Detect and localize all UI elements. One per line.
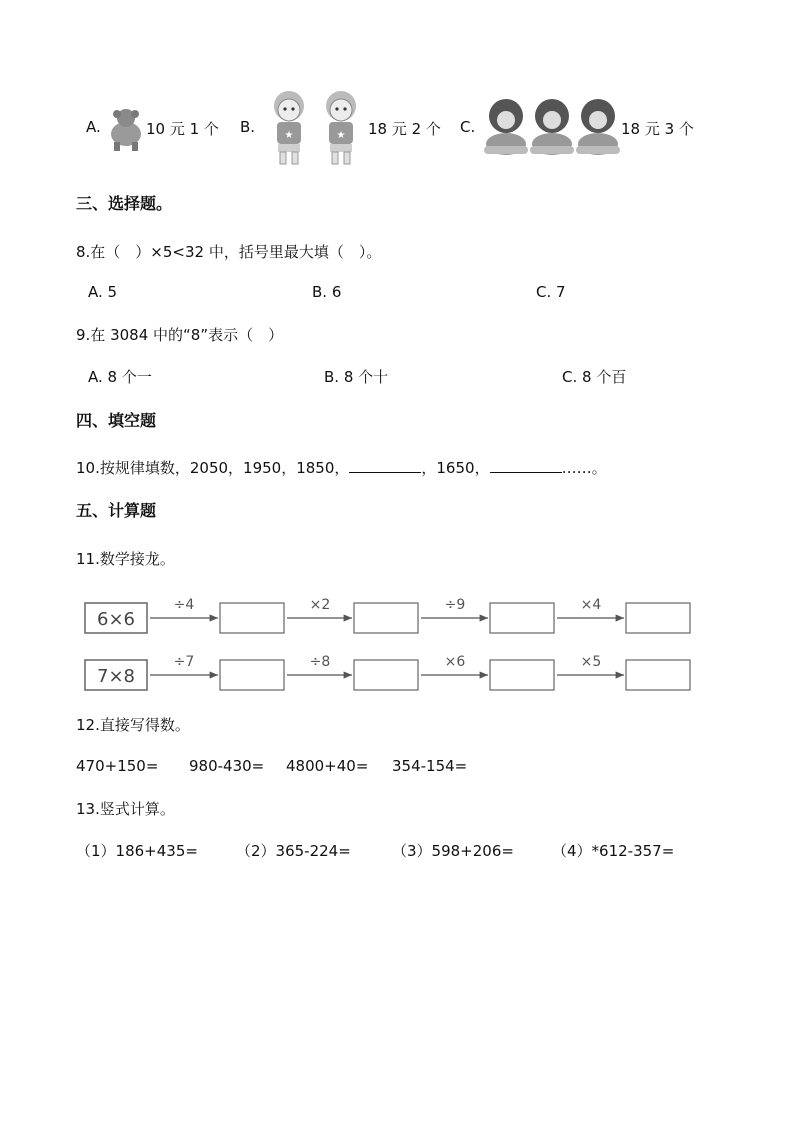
svg-text:★: ★: [284, 130, 294, 141]
chain-row2-op-2: ÷8: [309, 654, 331, 670]
section-title-calc: 五、计算题: [76, 501, 157, 520]
chain-row2-answer-4[interactable]: [626, 660, 690, 690]
question-9-option-c: C. 8 个百: [562, 368, 627, 386]
option-c-text: 18 元 3 个: [621, 120, 694, 138]
chain-row1-answer-2[interactable]: [354, 603, 418, 633]
question-9-option-b: B. 8 个十: [324, 368, 389, 386]
question-10-suffix: ……。: [561, 459, 607, 477]
doll-girls-icon: [262, 88, 368, 168]
q12-item-2: 980-430=: [189, 757, 265, 775]
chain-row1-op-1: ÷4: [173, 597, 195, 613]
question-12-stem: 12.直接写得数。: [76, 716, 190, 734]
chain-row2-start: 7×8: [97, 666, 135, 687]
question-8-option-b: B. 6: [312, 283, 342, 301]
toy-sheep-icon: [106, 104, 144, 152]
option-a-label: A.: [86, 118, 101, 136]
chain-row1-op-4: ×4: [580, 597, 602, 613]
question-8-option-c: C. 7: [536, 283, 566, 301]
q13-item-1: （1）186+435=: [76, 842, 198, 860]
question-13-stem: 13.竖式计算。: [76, 800, 175, 818]
question-8-stem: 8.在（ ）×5<32 中，括号里最大填（ ）。: [76, 243, 382, 261]
chain-row2-op-1: ÷7: [173, 654, 195, 670]
chain-row2-op-3: ×6: [444, 654, 466, 670]
option-b-text: 18 元 2 个: [368, 120, 441, 138]
chain-row1-start: 6×6: [97, 609, 135, 630]
chain-row2-op-4: ×5: [580, 654, 602, 670]
curly-dolls-icon: [482, 98, 622, 160]
chain-row1-op-3: ÷9: [444, 597, 466, 613]
question-9-stem: 9.在 3084 中的“8”表示（ ）: [76, 326, 284, 344]
q13-item-2: （2）365-224=: [236, 842, 351, 860]
chain-row1-answer-4[interactable]: [626, 603, 690, 633]
option-a-text: 10 元 1 个: [146, 120, 219, 138]
chain-row2-answer-1[interactable]: [220, 660, 284, 690]
section-title-choice: 三、选择题。: [76, 194, 173, 213]
question-11-stem: 11.数学接龙。: [76, 550, 175, 568]
math-chain-diagram: [80, 585, 700, 697]
chain-row1-op-2: ×2: [309, 597, 331, 613]
section-title-fill: 四、填空题: [76, 411, 157, 430]
q13-item-4: （4）*612-357=: [552, 842, 675, 860]
question-10-mid: ，1650，: [421, 459, 490, 477]
answer-blank-2[interactable]: [490, 458, 562, 473]
q12-item-3: 4800+40=: [286, 757, 369, 775]
chain-row1-answer-1[interactable]: [220, 603, 284, 633]
chain-row1-answer-3[interactable]: [490, 603, 554, 633]
q12-item-4: 354-154=: [392, 757, 468, 775]
svg-text:★: ★: [336, 130, 346, 141]
q12-item-1: 470+150=: [76, 757, 159, 775]
question-8-option-a: A. 5: [88, 283, 118, 301]
option-b-label: B.: [240, 118, 256, 136]
question-10: [76, 457, 607, 478]
chain-row2-answer-2[interactable]: [354, 660, 418, 690]
chain-row2-answer-3[interactable]: [490, 660, 554, 690]
q13-item-3: （3）598+206=: [392, 842, 514, 860]
answer-blank-1[interactable]: [349, 458, 421, 473]
option-c-label: C.: [460, 118, 476, 136]
question-9-option-a: A. 8 个一: [88, 368, 152, 386]
question-10-prefix: 10.按规律填数，2050，1950，1850，: [76, 459, 350, 477]
